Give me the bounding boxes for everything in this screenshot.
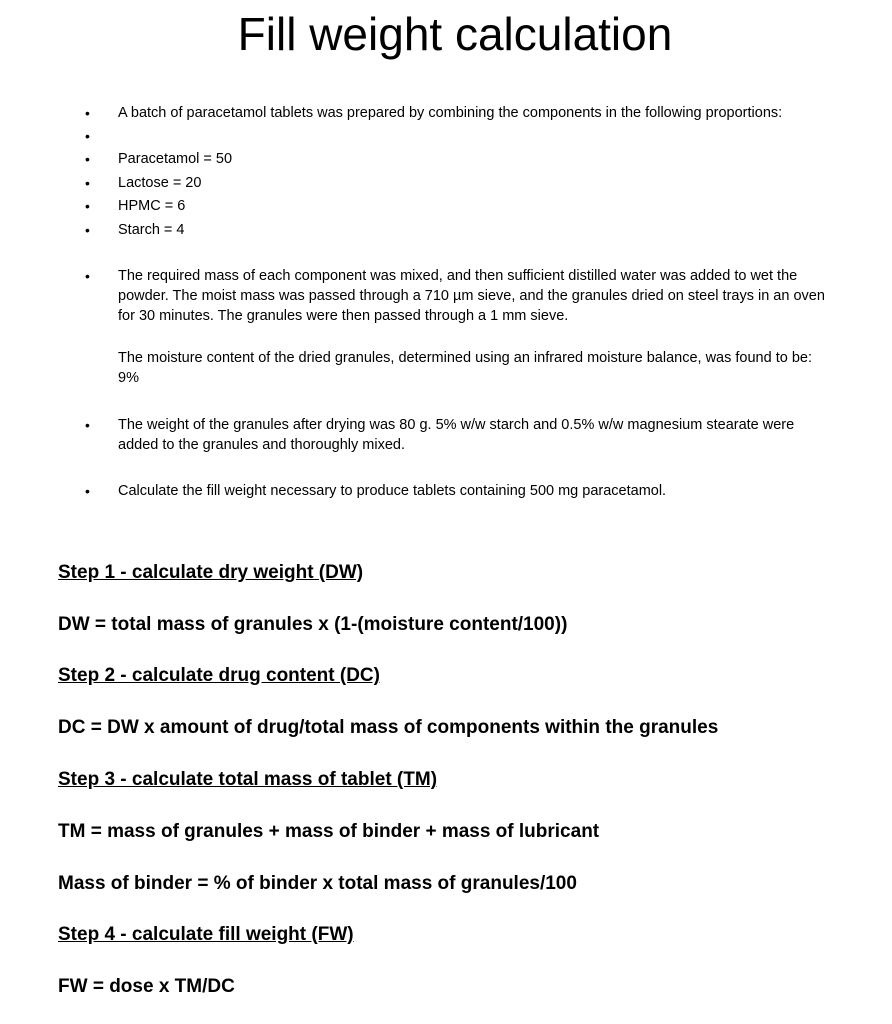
page-title: Fill weight calculation xyxy=(237,8,673,60)
step2-formula: DC = DW x amount of drug/total mass of components within the granules xyxy=(58,717,719,738)
component-hpmc: HPMC = 6 xyxy=(118,198,186,214)
step2-heading: Step 2 - calculate drug content (DC) xyxy=(58,665,380,686)
component-starch: Starch = 4 xyxy=(118,222,185,238)
component-lactose: Lactose = 20 xyxy=(118,175,202,191)
step4-formula: FW = dose x TM/DC xyxy=(58,976,235,997)
bullet-icon: • xyxy=(85,151,90,167)
step3-heading: Step 3 - calculate total mass of tablet (TM) xyxy=(58,769,438,790)
step3-binder-formula: Mass of binder = % of binder x total mass of granules/100 xyxy=(58,873,577,894)
bullet-icon: • xyxy=(85,483,90,499)
step3-formula: TM = mass of granules + mass of binder + mass of lubricant xyxy=(58,821,600,842)
bullet-icon: • xyxy=(85,222,90,238)
question-text: Calculate the fill weight necessary to produce tablets containing 500 mg paracetamol. xyxy=(118,483,667,499)
bullet-icon: • xyxy=(85,105,90,121)
step1-heading: Step 1 - calculate dry weight (DW) xyxy=(58,562,364,583)
process-text: The required mass of each component was mixed, and then sufficient distilled water was added to wet the powder. The moist mass was passed through a 710 µm sieve, and the granules dried on steel trays in an oven for 30 minutes. The granules were then passed through a 1 mm sieve. xyxy=(118,268,825,324)
bullet-icon: • xyxy=(85,128,90,144)
component-paracetamol: Paracetamol = 50 xyxy=(118,151,233,167)
bullet-icon: • xyxy=(85,175,90,191)
bullet-icon: • xyxy=(85,268,90,284)
bullet-icon: • xyxy=(85,417,90,433)
intro-text: A batch of paracetamol tablets was prepared by combining the components in the following proportions: xyxy=(118,105,783,121)
step1-formula: DW = total mass of granules x (1-(moisture content/100)) xyxy=(58,614,568,635)
bullet-icon: • xyxy=(85,198,90,214)
moisture-text: The moisture content of the dried granules, determined using an infrared moisture balance, was found to be: 9% xyxy=(118,350,812,386)
weight-text: The weight of the granules after drying was 80 g. 5% w/w starch and 0.5% w/w magnesium stearate were added to the granules and thoroughly mixed. xyxy=(118,417,795,453)
step4-heading: Step 4 - calculate fill weight (FW) xyxy=(58,924,354,945)
